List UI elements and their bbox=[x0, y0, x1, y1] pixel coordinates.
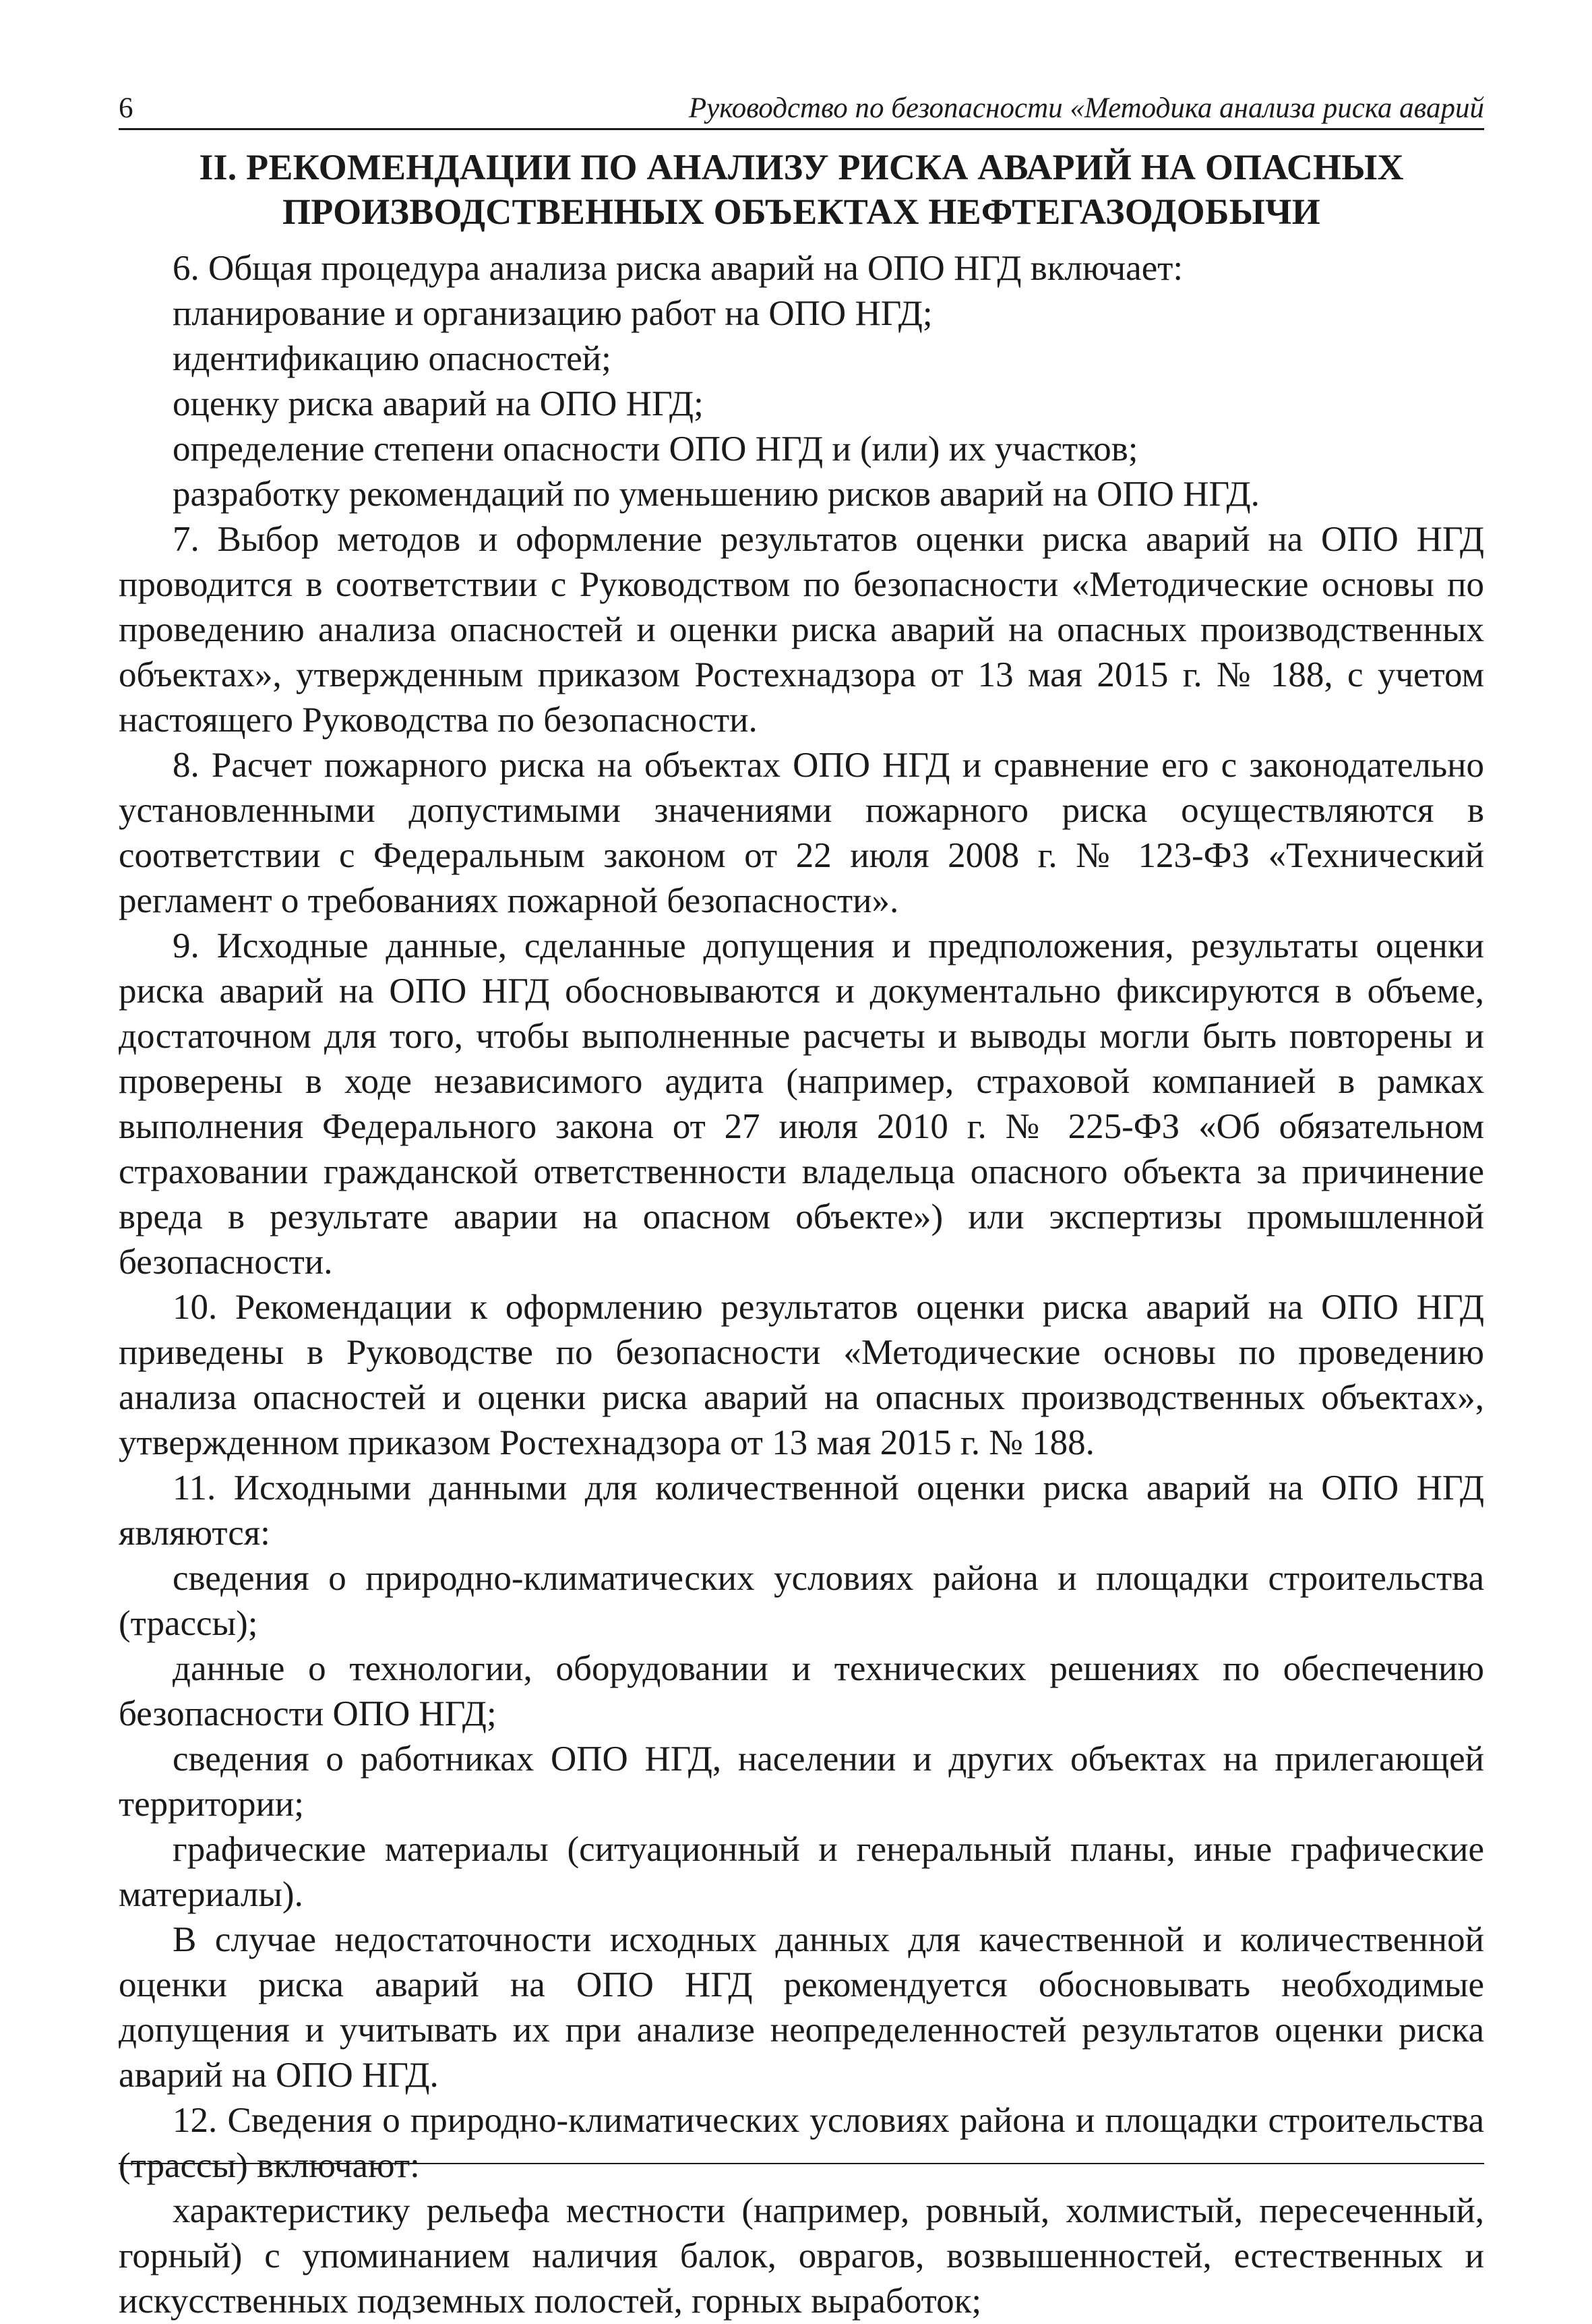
section-title bbox=[119, 145, 1484, 234]
list-item: графические материалы (ситуационный и генеральный планы, иные графические материалы). bbox=[119, 1830, 1484, 1914]
list-item: определение степени опасности ОПО НГД и (или) их участков; bbox=[173, 429, 1138, 469]
list-item: идентификацию опасностей; bbox=[173, 339, 611, 378]
page-number: 6 bbox=[119, 92, 133, 124]
paragraph: 8. Расчет пожарного риска на объектах ОПО НГД и сравнение его с законодательно установленными допустимыми значениями пожарного риска осуществляются в соответствии с Федеральным законом от 22 июля 2008 г. № 123-ФЗ «Технический регламент о требованиях пожарной безопасности». bbox=[119, 746, 1484, 920]
paragraph: 12. Сведения о природно-климатических условиях района и площадки строительства (трассы) включают: bbox=[119, 2101, 1484, 2185]
list-item: оценку риска аварий на ОПО НГД; bbox=[173, 384, 704, 423]
paragraph: 10. Рекомендации к оформлению результатов оценки риска аварий на ОПО НГД приведены в Руководстве по безопасности «Методические основы по проведению анализа опасностей и оценки риска аварий на опасных производственных объектах», утвержденном приказом Ростехнадзора от 13 мая 2015 г. № 188. bbox=[119, 1288, 1484, 1462]
paragraph: 7. Выбор методов и оформление результатов оценки риска аварий на ОПО НГД проводится в соответствии с Руководством по безопасности «Методические основы по проведению анализа опасностей и оценки риска аварий на опасных производственных объектах», утвержденным приказом Ростехнадзора от 13 мая 2015 г. № 188, с учетом настоящего Руководства по безопасности. bbox=[119, 520, 1484, 740]
list-item: сведения о природно-климатических условиях района и площадки строительства (трассы); bbox=[119, 1559, 1484, 1643]
document-page bbox=[119, 82, 1484, 2324]
section-title-line: II. РЕКОМЕНДАЦИИ ПО АНАЛИЗУ РИСКА АВАРИЙ НА ОПАСНЫХ bbox=[199, 147, 1404, 187]
body-text bbox=[119, 246, 1484, 2324]
paragraph: 6. Общая процедура анализа риска аварий на ОПО НГД включает: bbox=[173, 249, 1184, 288]
section-title-line: ПРОИЗВОДСТВЕННЫХ ОБЪЕКТАХ НЕФТЕГАЗОДОБЫЧИ bbox=[282, 191, 1320, 232]
list-item: характеристику рельефа местности (например, ровный, холмистый, пересеченный, горный) с упоминанием наличия балок, оврагов, возвышенностей, естественных и искусственных подземных полостей, горных выработок; bbox=[119, 2191, 1484, 2321]
paragraph: 9. Исходные данные, сделанные допущения и предположения, результаты оценки риска аварий на ОПО НГД обосновываются и документально фиксируются в объеме, достаточном для того, чтобы выполненные расчеты и выводы могли быть повторены и проверены в ходе независимого аудита (например, страховой компанией в рамках выполнения Федерального закона от 27 июля 2010 г. № 225-ФЗ «Об обязательном страховании гражданской ответственности владельца опасного объекта за причинение вреда в результате аварии на опасном объекте») или экспертизы промышленной безопасности. bbox=[119, 926, 1484, 1282]
running-title: Руководство по безопасности «Методика анализа риска аварий bbox=[688, 92, 1484, 124]
paragraph: В случае недостаточности исходных данных для качественной и количественной оценки риска аварий на ОПО НГД рекомендуется обосновывать необходимые допущения и учитывать их при анализе неопределенностей результатов оценки риска аварий на ОПО НГД. bbox=[119, 1920, 1484, 2095]
list-item: сведения о работниках ОПО НГД, населении и других объектах на прилегающей территории; bbox=[119, 1739, 1484, 1824]
list-item: данные о технологии, оборудовании и технических решениях по обеспечению безопасности ОПО НГД; bbox=[119, 1649, 1484, 1733]
page-header bbox=[119, 82, 1484, 130]
list-item: разработку рекомендаций по уменьшению рисков аварий на ОПО НГД. bbox=[173, 475, 1260, 514]
list-item: планирование и организацию работ на ОПО НГД; bbox=[173, 294, 933, 333]
footer-rule bbox=[119, 2163, 1484, 2164]
paragraph: 11. Исходными данными для количественной оценки риска аварий на ОПО НГД являются: bbox=[119, 1468, 1484, 1553]
